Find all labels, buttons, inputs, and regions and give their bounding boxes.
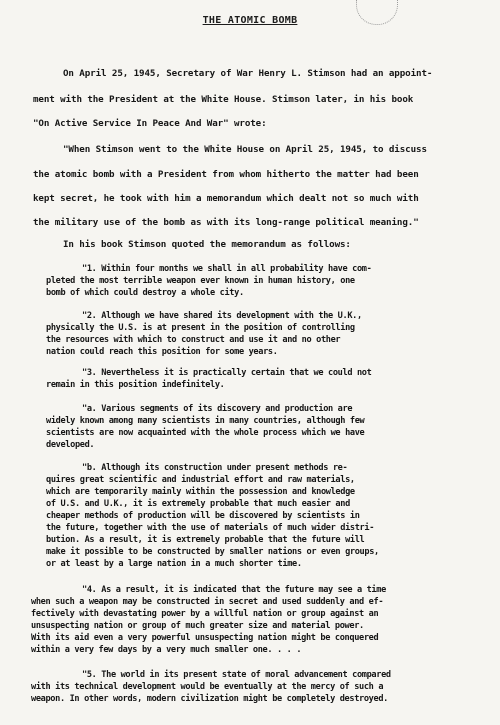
memo-item-a-line: developed. — [46, 440, 95, 450]
memo-item-4-line: unsuspecting nation or group of much greater size and material power. — [31, 621, 364, 631]
intro-line: "On Active Service In Peace And War" wrote: — [33, 118, 267, 129]
memo-item-a-line: "a. Various segments of its discovery and production are — [82, 404, 353, 414]
page-title: THE ATOMIC BOMB — [202, 15, 298, 26]
memo-item-5-line: with its technical development would be eventually at the mercy of such a — [31, 682, 384, 692]
memo-item-4-line: when such a weapon may be constructed in secret and used suddenly and ef- — [31, 597, 384, 607]
memo-item-b-line: the future, together with the use of materials of much wider distri- — [46, 523, 375, 533]
memo-item-2-line: nation could reach this position for some years. — [46, 347, 278, 357]
quote-line: kept secret, he took with him a memorandum which dealt not so much with — [33, 193, 419, 204]
memo-item-1-line: bomb of which could destroy a whole city. — [46, 288, 244, 298]
memo-item-b-line: of U.S. and U.K., it is extremely probable that much easier and — [46, 499, 350, 509]
memo-item-4-line: With its aid even a very powerful unsuspecting nation might be conquered — [31, 633, 379, 643]
memo-item-3-line: remain in this position indefinitely. — [46, 380, 225, 390]
memo-item-b-line: which are temporarily mainly within the possession and knowledge — [46, 487, 355, 497]
memo-item-5-line: weapon. In other words, modern civilization might be completely destroyed. — [31, 694, 388, 704]
memo-item-3-line: "3. Nevertheless it is practically certain that we could not — [82, 368, 372, 378]
quote-line: the military use of the bomb as with its long-range political meaning." — [33, 217, 419, 228]
memo-item-b-line: make it possible to be constructed by smaller nations or even groups, — [46, 547, 379, 557]
quote-line: the atomic bomb with a President from whom hitherto the matter had been — [33, 169, 419, 180]
memo-item-b-line: bution. As a result, it is extremely probable that the future will — [46, 535, 365, 545]
memo-item-1-line: "1. Within four months we shall in all probability have com- — [82, 264, 372, 274]
memo-item-2-line: "2. Although we have shared its development with the U.K., — [82, 311, 362, 321]
quote-line: "When Stimson went to the White House on April 25, 1945, to discuss — [63, 144, 427, 155]
memo-item-a-line: scientists are now acquainted with the whole process which we have — [46, 428, 365, 438]
intro-line: On April 25, 1945, Secretary of War Henry L. Stimson had an appoint- — [63, 68, 433, 79]
lead-sentence: In his book Stimson quoted the memorandum as follows: — [63, 239, 351, 250]
memo-item-5-line: "5. The world in its present state of moral advancement compared — [82, 670, 391, 680]
memo-item-1-line: pleted the most terrible weapon ever known in human history, one — [46, 276, 355, 286]
memo-item-2-line: the resources with which to construct and use it and no other — [46, 335, 341, 345]
memo-item-2-line: physically the U.S. is at present in the position of controlling — [46, 323, 355, 333]
memo-item-4-line: within a very few days by a very much smaller one. . . . — [31, 645, 302, 655]
memo-item-a-line: widely known among many scientists in many countries, although few — [46, 416, 365, 426]
intro-line: ment with the President at the White House. Stimson later, in his book — [33, 94, 414, 105]
memo-item-b-line: cheaper methods of production will be discovered by scientists in — [46, 511, 360, 521]
memo-item-b-line: quires great scientific and industrial effort and raw materials, — [46, 475, 355, 485]
memo-item-b-line: "b. Although its construction under present methods re- — [82, 463, 348, 473]
memo-item-4-line: "4. As a result, it is indicated that the future may see a time — [82, 585, 386, 595]
memo-item-4-line: fectively with devastating power by a willful nation or group against an — [31, 609, 379, 619]
memo-item-b-line: or at least by a large nation in a much shorter time. — [46, 559, 302, 569]
